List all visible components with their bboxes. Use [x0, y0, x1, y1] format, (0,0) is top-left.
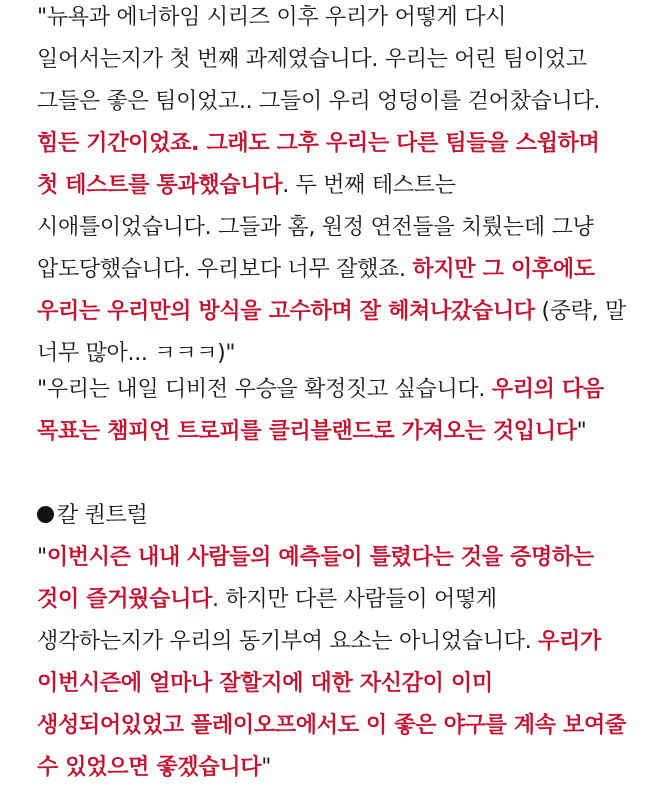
quote-text: . 두 번째 테스트는 시애틀이었습니다. 그들과 홈, 원정 연전들을 치뤘는데 그냥 압도당했습니다. 우리보다 너무 잘했죠.	[37, 173, 594, 282]
quote-paragraph-3	[37, 537, 627, 789]
quote-paragraph-1	[37, 0, 627, 375]
highlighted-quote-text: 힘든 기간이었죠. 그래도 그후 우리는 다른 팀들을 스윕하며 첫 테스트를 통과했습니다	[37, 131, 600, 198]
quote-text: "뉴욕과 에너하임 시리즈 이후 우리가 어떻게 다시 일어서는지가 첫 번째 과제였습니다. 우리는 어린 팀이었고 그들은 좋은 팀이었고.. 그들이 우리 엉덩이를 걷어찼습니다.	[37, 5, 601, 114]
quote-text: (중략, 말 너무 많아... ㅋㅋㅋ)"	[37, 299, 626, 366]
quote-text: "	[576, 419, 587, 444]
highlighted-quote-text: 우리가 이번시즌에 얼마나 잘할지에 대한 자신감이 이미 생성되어있었고 플레이오프에서도 이 좋은 야구를 계속 보여줄 수 있었으면 좋겠습니다	[37, 629, 626, 780]
speaker-name: 칼 퀀트럴	[57, 503, 148, 528]
quote-text: . 하지만 다른 사람들이 어떻게 생각하는지가 우리의 동기부여 요소는 아니었습니다.	[37, 587, 539, 654]
quote-text: "	[37, 545, 47, 570]
black-circle-icon	[37, 506, 54, 523]
highlighted-quote-text: 이번시즌 내내 사람들의 예측들이 틀렸다는 것을 증명하는 것이 즐거웠습니다	[37, 545, 594, 612]
highlighted-quote-text: 우리의 다음 목표는 챔피언 트로피를 클리블랜드로 가져오는 것입니다	[37, 377, 604, 444]
quote-paragraph-2	[37, 369, 627, 453]
quote-text: "우리는 내일 디비전 우승을 확정짓고 싶습니다.	[37, 377, 492, 402]
quote-text: "	[261, 755, 272, 780]
highlighted-quote-text: 하지만 그 이후에도 우리는 우리만의 방식을 고수하며 잘 헤쳐나갔습니다	[37, 257, 595, 324]
speaker-heading	[37, 495, 627, 537]
